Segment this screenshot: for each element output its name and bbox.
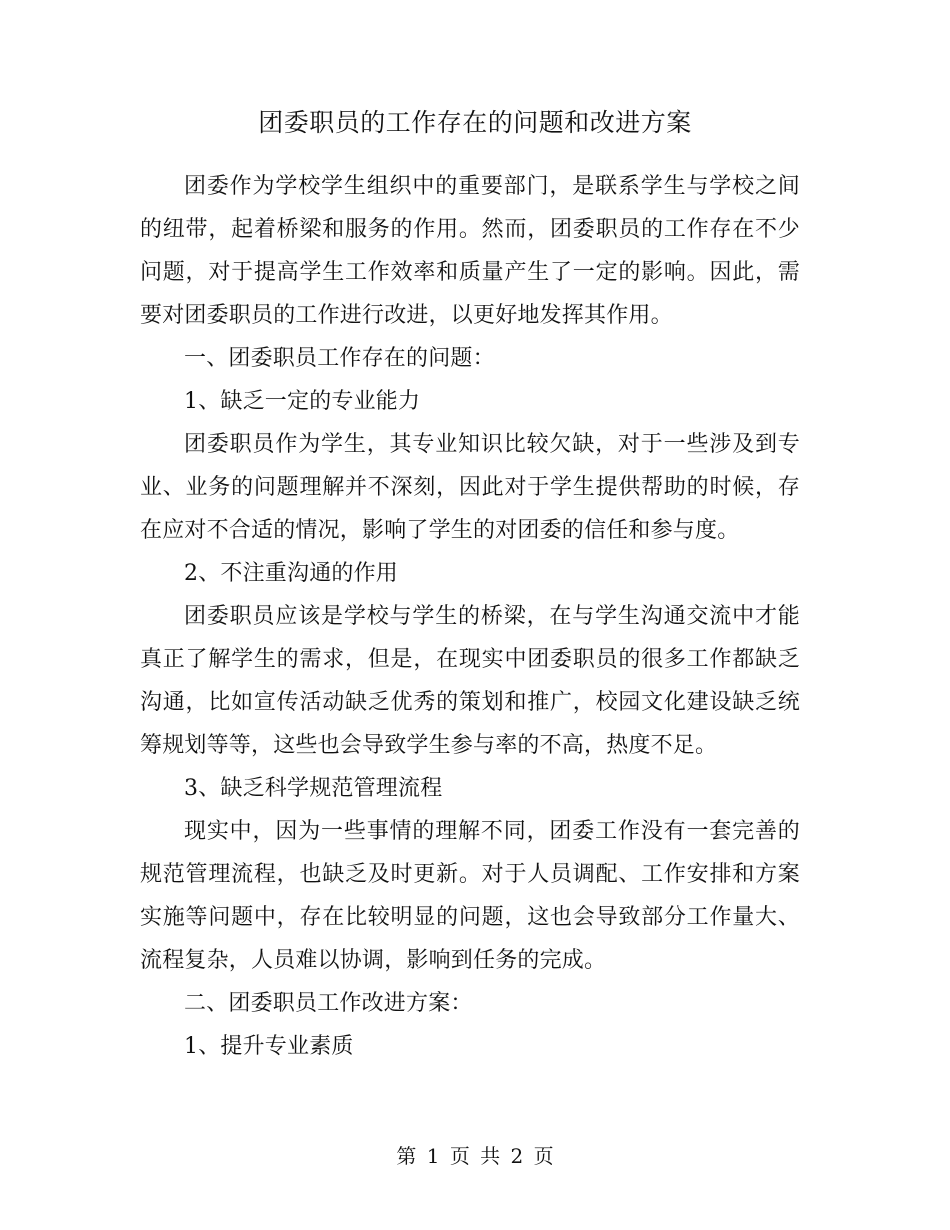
subheading-management-process: 3、缺乏科学规范管理流程 [184,776,443,801]
subheading-improve-quality: 1、提升专业素质 [184,1034,354,1059]
document-body [140,165,800,1068]
paragraph-management-process: 现实中，因为一些事情的理解不同，团委工作没有一套完善的规范管理流程，也缺乏及时更新。对于人员调配、工作安排和方案实施等问题中，存在比较明显的问题，这也会导致部分工作量大、流程复杂，人员难以协调，影响到任务的完成。 [140,819,800,973]
paragraph-professional-ability: 团委职员作为学生，其专业知识比较欠缺，对于一些涉及到专业、业务的问题理解并不深刻，因此对于学生提供帮助的时候，存在应对不合适的情况，影响了学生的对团委的信任和参与度。 [140,432,800,543]
subheading-professional-ability: 1、缺乏一定的专业能力 [184,389,421,414]
paragraph-communication: 团委职员应该是学校与学生的桥梁，在与学生沟通交流中才能真正了解学生的需求，但是，在现实中团委职员的很多工作都缺乏沟通，比如宣传活动缺乏优秀的策划和推广，校园文化建设缺乏统筹规划等等，这些也会导致学生参与率的不高，热度不足。 [140,604,800,758]
subheading-communication: 2、不注重沟通的作用 [184,561,398,586]
paragraph-intro: 团委作为学校学生组织中的重要部门，是联系学生与学校之间的纽带，起着桥梁和服务的作用。然而，团委职员的工作存在不少问题，对于提高学生工作效率和质量产生了一定的影响。因此，需要对团委职员的工作进行改进，以更好地发挥其作用。 [140,174,800,328]
section-heading-improvements: 二、团委职员工作改进方案： [184,991,473,1016]
page-footer: 第 1 页 共 2 页 [396,1144,554,1168]
section-heading-problems: 一、团委职员工作存在的问题： [184,346,495,371]
document-title: 团委职员的工作存在的问题和改进方案 [258,108,692,137]
